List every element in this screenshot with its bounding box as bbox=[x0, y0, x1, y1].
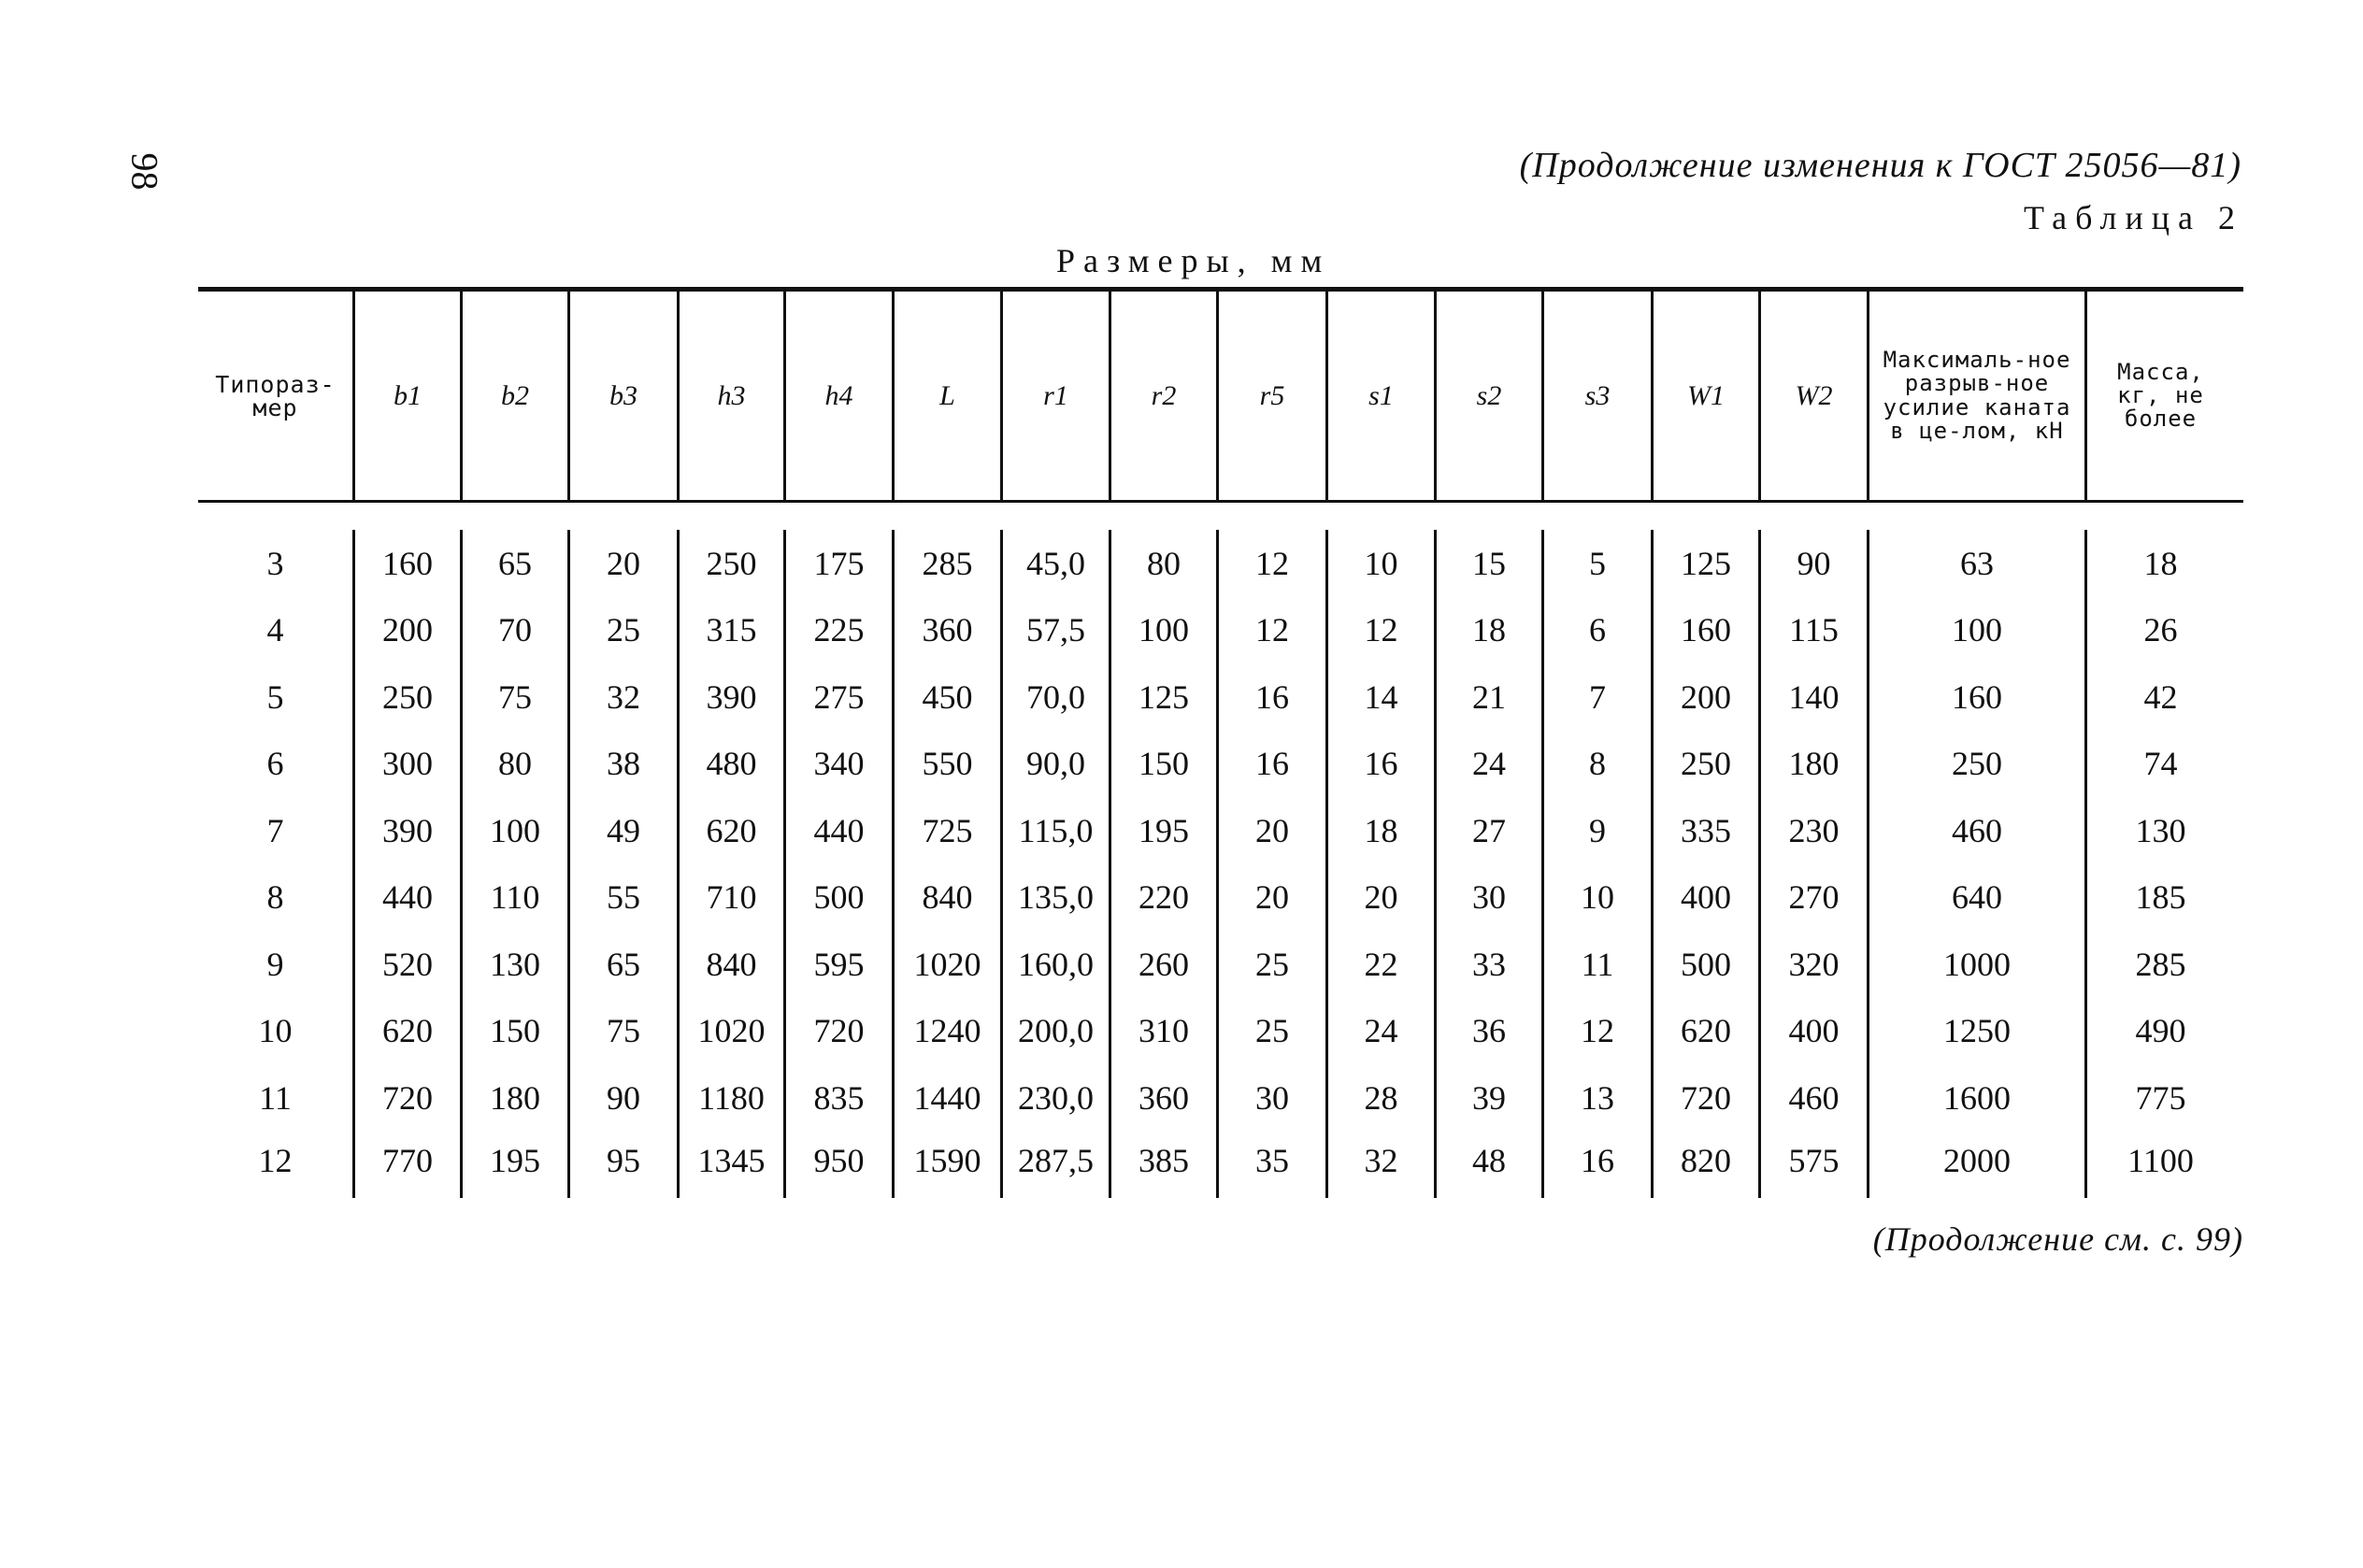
table-cell: 100 bbox=[1111, 597, 1219, 664]
table-cell: 287,5 bbox=[1003, 1132, 1111, 1199]
table-cell: 400 bbox=[1654, 864, 1761, 932]
table-cell: 250 bbox=[355, 663, 463, 731]
table-cell: 38 bbox=[570, 731, 680, 798]
table-cell: 160,0 bbox=[1003, 931, 1111, 998]
table-cell: 460 bbox=[1869, 797, 2087, 864]
dimensions-caption: Размеры, мм bbox=[1056, 242, 1331, 279]
table-cell: 115,0 bbox=[1003, 797, 1111, 864]
table-cell: 16 bbox=[1328, 731, 1437, 798]
col-header-b3: b3 bbox=[570, 292, 680, 500]
table-cell: 25 bbox=[570, 597, 680, 664]
col-header-mass: Масса, кг, не более bbox=[2117, 358, 2204, 433]
table-cell: 16 bbox=[1544, 1132, 1654, 1199]
table-cell: 5 bbox=[198, 663, 355, 731]
col-header-r1: r1 bbox=[1003, 292, 1111, 500]
table-cell: 250 bbox=[1869, 731, 2087, 798]
table-cell: 115 bbox=[1761, 597, 1869, 664]
table-cell: 1345 bbox=[680, 1132, 786, 1199]
table-row bbox=[198, 1132, 2243, 1199]
table-cell: 125 bbox=[1654, 530, 1761, 597]
table-cell: 130 bbox=[2135, 811, 2186, 849]
table-cell: 520 bbox=[355, 931, 463, 998]
table-cell: 14 bbox=[1328, 663, 1437, 731]
table-cell: 360 bbox=[1111, 1064, 1219, 1132]
table-cell: 42 bbox=[2143, 677, 2178, 716]
table-cell: 25 bbox=[1219, 931, 1328, 998]
col-header-breaking-force: Максималь-ное разрыв-ное усилие каната в це-лом, кН bbox=[1869, 292, 2087, 500]
page-number: 98 bbox=[123, 152, 166, 191]
table-cell: 840 bbox=[680, 931, 786, 998]
table-cell: 840 bbox=[895, 864, 1003, 932]
table-cell: 500 bbox=[1654, 931, 1761, 998]
table-cell: 315 bbox=[680, 597, 786, 664]
table-cell: 1600 bbox=[1869, 1064, 2087, 1132]
table-cell: 160 bbox=[355, 530, 463, 597]
table-cell: 1000 bbox=[1869, 931, 2087, 998]
table-cell: 620 bbox=[1654, 998, 1761, 1065]
col-header-b2: b2 bbox=[463, 292, 570, 500]
table-cell: 11 bbox=[198, 1064, 355, 1132]
table-cell: 24 bbox=[1437, 731, 1544, 798]
table-cell: 15 bbox=[1437, 530, 1544, 597]
table-row bbox=[198, 797, 2243, 864]
table-cell: 30 bbox=[1219, 1064, 1328, 1132]
table-cell: 1100 bbox=[2127, 1142, 2194, 1180]
table-cell: 18 bbox=[1437, 597, 1544, 664]
table-body bbox=[198, 500, 2243, 1198]
table-row bbox=[198, 530, 2243, 597]
table-cell: 18 bbox=[2143, 544, 2178, 582]
table-cell: 440 bbox=[786, 797, 895, 864]
continuation-header: (Продолжение изменения к ГОСТ 25056—81) bbox=[1519, 146, 2241, 185]
table-cell: 6 bbox=[198, 731, 355, 798]
col-header-W1: W1 bbox=[1654, 292, 1761, 500]
table-cell: 250 bbox=[1654, 731, 1761, 798]
table-cell: 385 bbox=[1111, 1132, 1219, 1199]
table-row bbox=[198, 731, 2243, 798]
table-cell: 950 bbox=[786, 1132, 895, 1199]
table-cell: 12 bbox=[1328, 597, 1437, 664]
table-cell: 110 bbox=[463, 864, 570, 932]
footer-note: (Продолжение см. с. 99) bbox=[1872, 1220, 2243, 1258]
table-cell: 16 bbox=[1219, 663, 1328, 731]
table-cell: 710 bbox=[680, 864, 786, 932]
table-cell: 220 bbox=[1111, 864, 1219, 932]
table-cell: 620 bbox=[680, 797, 786, 864]
table-cell: 835 bbox=[786, 1064, 895, 1132]
table-cell: 230,0 bbox=[1003, 1064, 1111, 1132]
table-cell: 820 bbox=[1654, 1132, 1761, 1199]
table-cell: 20 bbox=[1328, 864, 1437, 932]
table-cell: 140 bbox=[1761, 663, 1869, 731]
table-cell: 70 bbox=[463, 597, 570, 664]
table-cell: 25 bbox=[1219, 998, 1328, 1065]
table-cell: 175 bbox=[786, 530, 895, 597]
col-header-size: Типораз-мер bbox=[198, 292, 355, 500]
table-cell: 1020 bbox=[895, 931, 1003, 998]
table-cell: 200 bbox=[355, 597, 463, 664]
table-cell: 70,0 bbox=[1003, 663, 1111, 731]
table-cell: 27 bbox=[1437, 797, 1544, 864]
table-cell: 225 bbox=[786, 597, 895, 664]
table-cell: 18 bbox=[1328, 797, 1437, 864]
table-cell: 32 bbox=[570, 663, 680, 731]
table-header-row bbox=[198, 292, 2243, 500]
table-cell: 13 bbox=[1544, 1064, 1654, 1132]
table-cell: 35 bbox=[1219, 1132, 1328, 1199]
table-cell: 20 bbox=[1219, 797, 1328, 864]
table-cell: 400 bbox=[1761, 998, 1869, 1065]
table-cell: 20 bbox=[570, 530, 680, 597]
table-cell: 285 bbox=[2135, 945, 2186, 983]
table-cell: 450 bbox=[895, 663, 1003, 731]
table-cell: 7 bbox=[1544, 663, 1654, 731]
table-cell: 595 bbox=[786, 931, 895, 998]
table-cell: 28 bbox=[1328, 1064, 1437, 1132]
table-cell: 640 bbox=[1869, 864, 2087, 932]
table-cell: 3 bbox=[198, 530, 355, 597]
table-cell: 4 bbox=[198, 597, 355, 664]
table-cell: 260 bbox=[1111, 931, 1219, 998]
table-cell: 250 bbox=[680, 530, 786, 597]
table-cell: 49 bbox=[570, 797, 680, 864]
table-cell: 39 bbox=[1437, 1064, 1544, 1132]
table-cell: 24 bbox=[1328, 998, 1437, 1065]
table-cell: 95 bbox=[570, 1132, 680, 1199]
table-cell: 12 bbox=[1219, 597, 1328, 664]
table-cell: 135,0 bbox=[1003, 864, 1111, 932]
table-cell: 195 bbox=[463, 1132, 570, 1199]
table-row bbox=[198, 663, 2243, 731]
table-cell: 9 bbox=[1544, 797, 1654, 864]
table-cell: 10 bbox=[198, 998, 355, 1065]
table-cell: 1240 bbox=[895, 998, 1003, 1065]
table-cell: 275 bbox=[786, 663, 895, 731]
table-cell: 8 bbox=[1544, 731, 1654, 798]
table-cell: 300 bbox=[355, 731, 463, 798]
table-cell: 550 bbox=[895, 731, 1003, 798]
table-cell: 390 bbox=[680, 663, 786, 731]
table-cell: 90 bbox=[1761, 530, 1869, 597]
table-cell: 1020 bbox=[680, 998, 786, 1065]
table-cell: 725 bbox=[895, 797, 1003, 864]
table-cell: 80 bbox=[463, 731, 570, 798]
table-cell: 21 bbox=[1437, 663, 1544, 731]
table-row bbox=[198, 931, 2243, 998]
table-cell: 1590 bbox=[895, 1132, 1003, 1199]
table-cell: 65 bbox=[570, 931, 680, 998]
table-label: Таблица 2 bbox=[2024, 199, 2243, 236]
table-cell: 490 bbox=[2135, 1012, 2186, 1050]
table-cell: 65 bbox=[463, 530, 570, 597]
table-cell: 335 bbox=[1654, 797, 1761, 864]
table-cell: 360 bbox=[895, 597, 1003, 664]
table-cell: 10 bbox=[1328, 530, 1437, 597]
table-cell: 8 bbox=[198, 864, 355, 932]
table-cell: 185 bbox=[2135, 878, 2186, 917]
table-cell: 20 bbox=[1219, 864, 1328, 932]
table-cell: 11 bbox=[1544, 931, 1654, 998]
table-cell: 130 bbox=[463, 931, 570, 998]
col-header-L: L bbox=[895, 292, 1003, 500]
table-cell: 270 bbox=[1761, 864, 1869, 932]
table-cell: 1180 bbox=[680, 1064, 786, 1132]
table-cell: 1250 bbox=[1869, 998, 2087, 1065]
table-cell: 74 bbox=[2143, 745, 2178, 783]
table-cell: 63 bbox=[1869, 530, 2087, 597]
table-cell: 150 bbox=[463, 998, 570, 1065]
table-cell: 125 bbox=[1111, 663, 1219, 731]
col-header-h4: h4 bbox=[786, 292, 895, 500]
table-cell: 180 bbox=[463, 1064, 570, 1132]
col-header-b1: b1 bbox=[355, 292, 463, 500]
table-cell: 720 bbox=[1654, 1064, 1761, 1132]
table-cell: 575 bbox=[1761, 1132, 1869, 1199]
table-cell: 2000 bbox=[1869, 1132, 2087, 1199]
table-cell: 30 bbox=[1437, 864, 1544, 932]
table-cell: 230 bbox=[1761, 797, 1869, 864]
col-header-s3: s3 bbox=[1544, 292, 1654, 500]
table-cell: 12 bbox=[198, 1132, 355, 1199]
col-header-s2: s2 bbox=[1437, 292, 1544, 500]
table-cell: 200 bbox=[1654, 663, 1761, 731]
table-cell: 12 bbox=[1544, 998, 1654, 1065]
table-cell: 90,0 bbox=[1003, 731, 1111, 798]
dimensions-table bbox=[198, 292, 2243, 1198]
table-cell: 285 bbox=[895, 530, 1003, 597]
col-header-s1: s1 bbox=[1328, 292, 1437, 500]
table-cell: 620 bbox=[355, 998, 463, 1065]
table-cell: 16 bbox=[1219, 731, 1328, 798]
table-cell: 32 bbox=[1328, 1132, 1437, 1199]
table-row bbox=[198, 1064, 2243, 1132]
table-cell: 160 bbox=[1654, 597, 1761, 664]
table-cell: 48 bbox=[1437, 1132, 1544, 1199]
table-cell: 775 bbox=[2135, 1078, 2186, 1117]
table-cell: 33 bbox=[1437, 931, 1544, 998]
col-header-r2: r2 bbox=[1111, 292, 1219, 500]
table-cell: 150 bbox=[1111, 731, 1219, 798]
table-cell: 55 bbox=[570, 864, 680, 932]
table-cell: 160 bbox=[1869, 663, 2087, 731]
table-cell: 480 bbox=[680, 731, 786, 798]
table-row bbox=[198, 998, 2243, 1065]
table-cell: 36 bbox=[1437, 998, 1544, 1065]
table-cell: 9 bbox=[198, 931, 355, 998]
table-cell: 200,0 bbox=[1003, 998, 1111, 1065]
col-header-r5: r5 bbox=[1219, 292, 1328, 500]
col-header-W2: W2 bbox=[1761, 292, 1869, 500]
table-cell: 180 bbox=[1761, 731, 1869, 798]
table-cell: 45,0 bbox=[1003, 530, 1111, 597]
table-cell: 100 bbox=[1869, 597, 2087, 664]
table-cell: 440 bbox=[355, 864, 463, 932]
table-cell: 90 bbox=[570, 1064, 680, 1132]
table-row bbox=[198, 864, 2243, 932]
table-cell: 720 bbox=[355, 1064, 463, 1132]
table-cell: 75 bbox=[570, 998, 680, 1065]
table-cell: 12 bbox=[1219, 530, 1328, 597]
table-cell: 500 bbox=[786, 864, 895, 932]
table-cell: 1440 bbox=[895, 1064, 1003, 1132]
table-cell: 6 bbox=[1544, 597, 1654, 664]
table-cell: 75 bbox=[463, 663, 570, 731]
table-cell: 22 bbox=[1328, 931, 1437, 998]
table-cell: 770 bbox=[355, 1132, 463, 1199]
table-cell: 26 bbox=[2143, 611, 2178, 649]
table-cell: 310 bbox=[1111, 998, 1219, 1065]
table-cell: 720 bbox=[786, 998, 895, 1065]
table-cell: 80 bbox=[1111, 530, 1219, 597]
table-cell: 340 bbox=[786, 731, 895, 798]
table-cell: 57,5 bbox=[1003, 597, 1111, 664]
col-header-h3: h3 bbox=[680, 292, 786, 500]
table-cell: 100 bbox=[463, 797, 570, 864]
table-cell: 460 bbox=[1761, 1064, 1869, 1132]
table-cell: 10 bbox=[1544, 864, 1654, 932]
table-cell: 5 bbox=[1544, 530, 1654, 597]
table-cell: 7 bbox=[198, 797, 355, 864]
table-cell: 390 bbox=[355, 797, 463, 864]
table-cell: 320 bbox=[1761, 931, 1869, 998]
table-row bbox=[198, 597, 2243, 664]
table-cell: 195 bbox=[1111, 797, 1219, 864]
